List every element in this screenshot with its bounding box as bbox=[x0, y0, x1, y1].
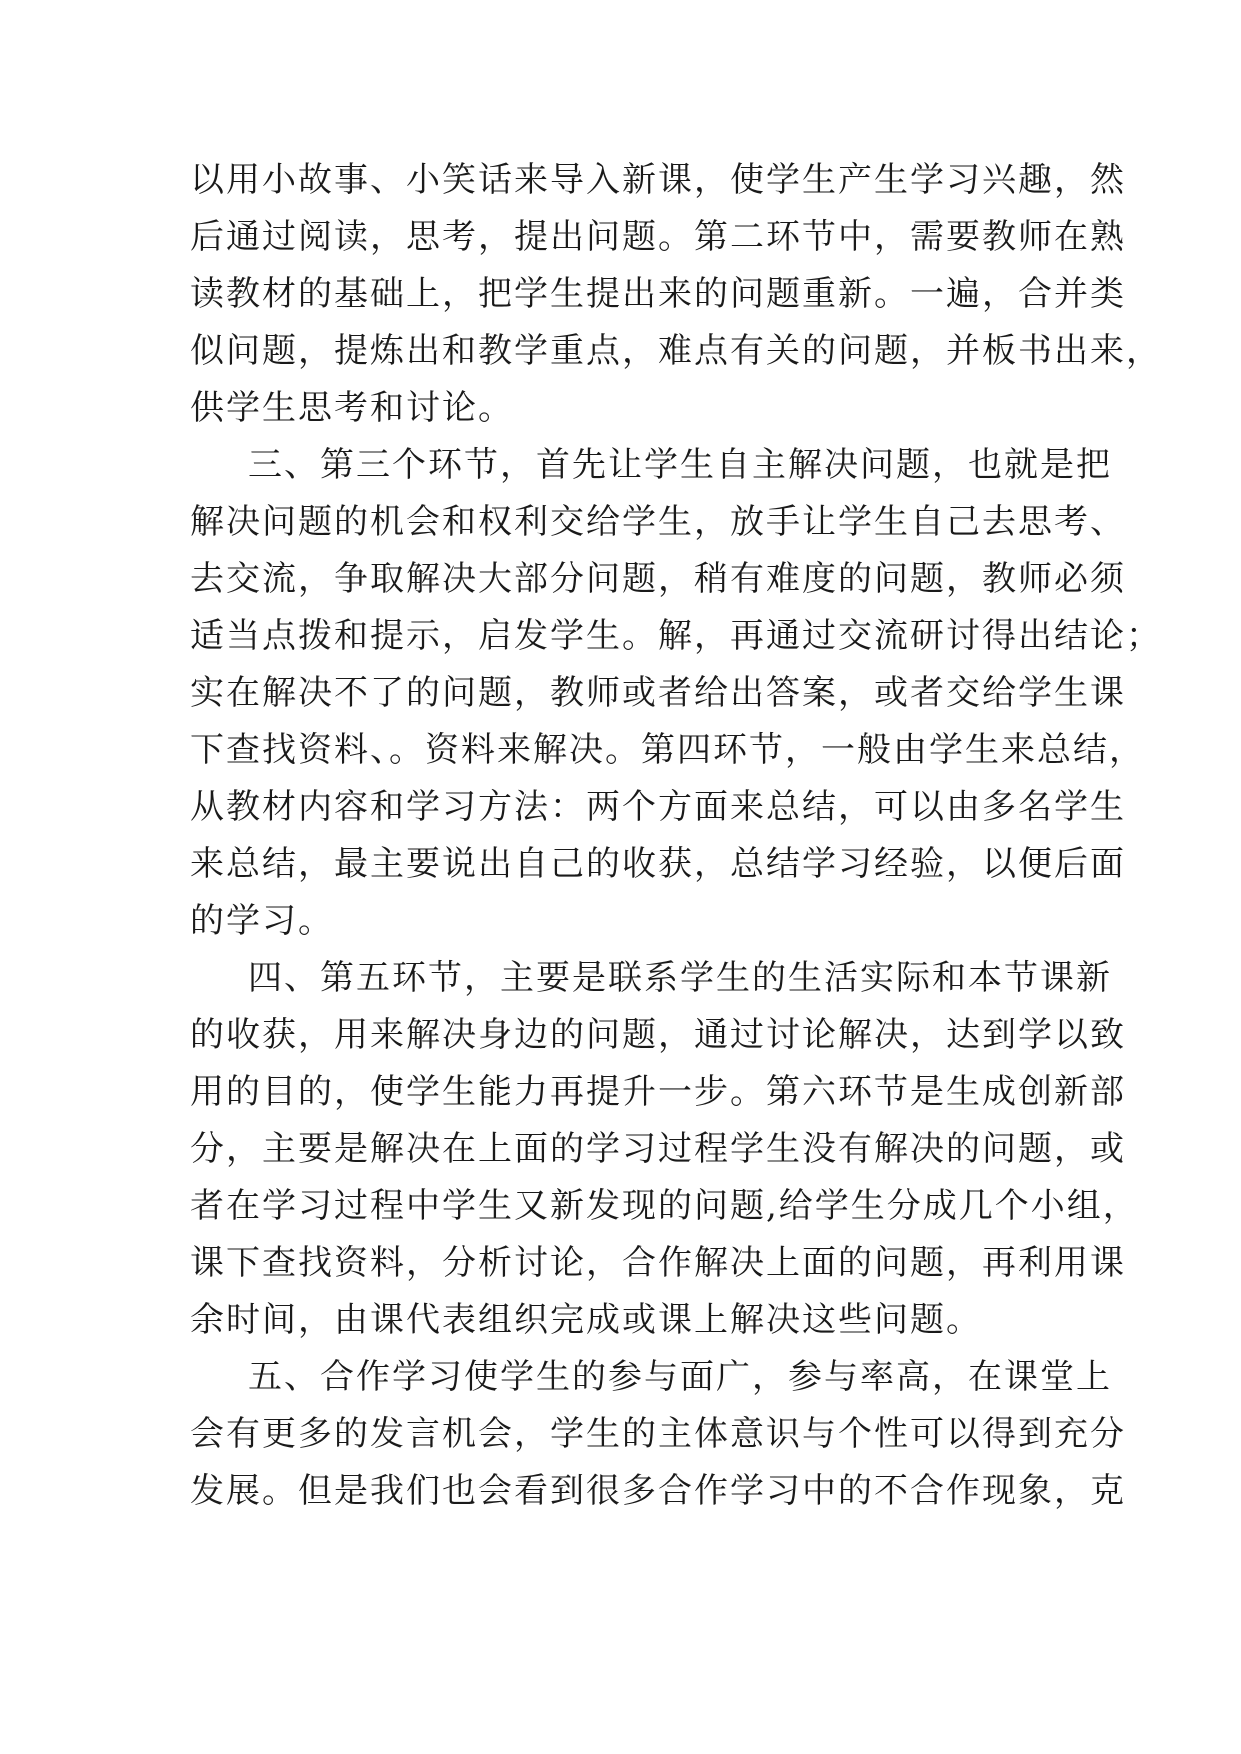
text-line: 适当点拨和提示，启发学生。解，再通过交流研讨得出结论； bbox=[190, 616, 1162, 656]
text-line: 去交流，争取解决大部分问题，稍有难度的问题，教师必须 bbox=[190, 559, 1126, 599]
text-line: 从教材内容和学习方法：两个方面来总结，可以由多名学生 bbox=[190, 787, 1126, 827]
text-line: 后通过阅读，思考，提出问题。第二环节中，需要教师在熟 bbox=[190, 217, 1126, 257]
paragraph-start-line: 三、第三个环节，首先让学生自主解决问题，也就是把 bbox=[248, 445, 1112, 485]
text-line: 者在学习过程中学生又新发现的问题,给学生分成几个小组， bbox=[190, 1186, 1139, 1226]
text-line: 来总结，最主要说出自己的收获，总结学习经验，以便后面 bbox=[190, 844, 1126, 884]
text-line: 的收获，用来解决身边的问题，通过讨论解决，达到学以致 bbox=[190, 1015, 1126, 1055]
text-line: 实在解决不了的问题，教师或者给出答案，或者交给学生课 bbox=[190, 673, 1126, 713]
text-line: 会有更多的发言机会，学生的主体意识与个性可以得到充分 bbox=[190, 1414, 1126, 1454]
text-line: 分，主要是解决在上面的学习过程学生没有解决的问题，或 bbox=[190, 1129, 1126, 1169]
text-line: 解决问题的机会和权利交给学生，放手让学生自己去思考、 bbox=[190, 502, 1126, 542]
text-line: 下查找资料、。资料来解决。第四环节，一般由学生来总结， bbox=[190, 730, 1145, 770]
text-line: 余时间，由课代表组织完成或课上解决这些问题。 bbox=[190, 1300, 982, 1340]
paragraph-start-line: 四、第五环节，主要是联系学生的生活实际和本节课新 bbox=[248, 958, 1112, 998]
text-line: 发展。但是我们也会看到很多合作学习中的不合作现象，克 bbox=[190, 1471, 1126, 1511]
text-line: 的学习。 bbox=[190, 901, 334, 941]
text-line: 用的目的，使学生能力再提升一步。第六环节是生成创新部 bbox=[190, 1072, 1126, 1112]
text-line: 以用小故事、小笑话来导入新课，使学生产生学习兴趣，然 bbox=[190, 160, 1126, 200]
text-line: 供学生思考和讨论。 bbox=[190, 388, 514, 428]
text-line: 似问题，提炼出和教学重点，难点有关的问题，并板书出来， bbox=[190, 331, 1162, 371]
paragraph-start-line: 五、合作学习使学生的参与面广，参与率高，在课堂上 bbox=[248, 1357, 1112, 1397]
text-line: 读教材的基础上，把学生提出来的问题重新。一遍，合并类 bbox=[190, 274, 1126, 314]
text-line: 课下查找资料，分析讨论，合作解决上面的问题，再利用课 bbox=[190, 1243, 1126, 1283]
